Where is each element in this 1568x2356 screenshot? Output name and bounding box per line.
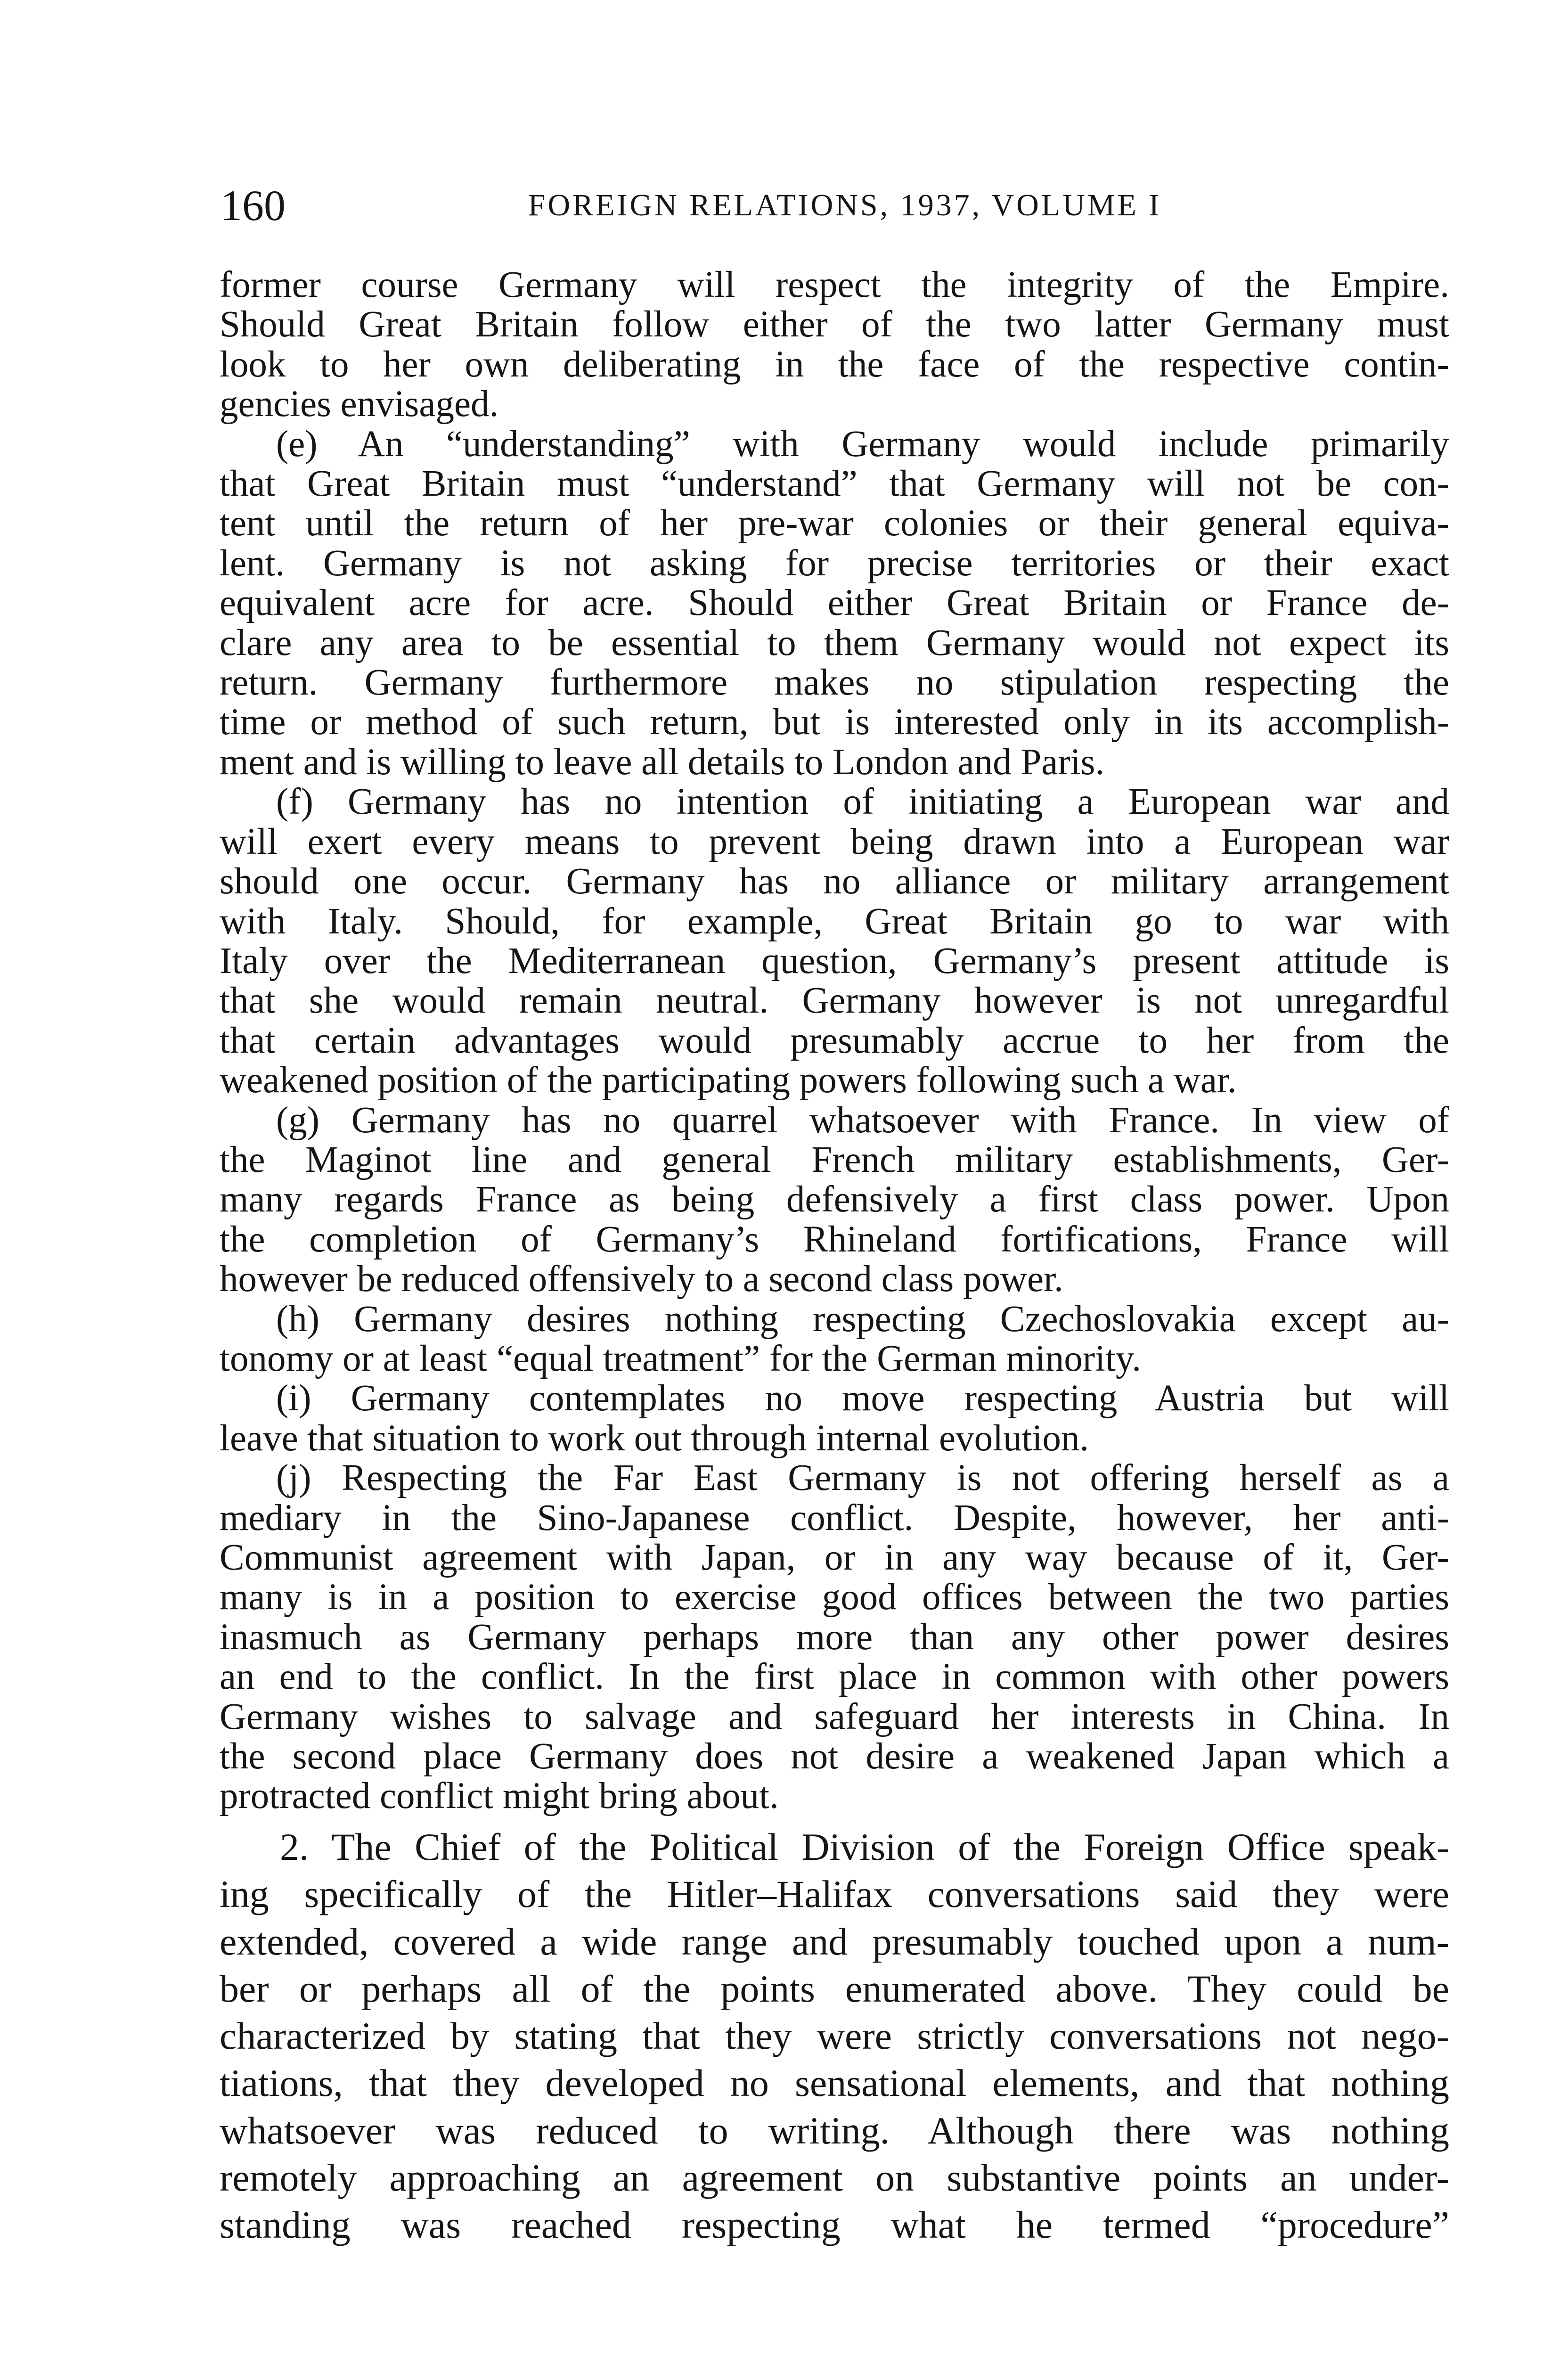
running-title: FOREIGN RELATIONS, 1937, VOLUME I: [528, 188, 1162, 222]
paragraph-2-first-line: 2. The Chief of the Political Division of the Foreign Office speak-: [280, 1825, 1449, 1868]
text-line: the completion of Germany’s Rhineland fortifications, France will: [220, 1219, 1449, 1260]
text-line: standing was reached respecting what he termed “procedure”: [220, 2203, 1449, 2247]
text-line: that she would remain neutral. Germany however is not unregardful: [220, 980, 1449, 1022]
text-line: mediary in the Sino-Japanese conflict. Despite, however, her anti-: [220, 1497, 1449, 1538]
text-line: characterized by stating that they were strictly conversations not nego-: [220, 2014, 1449, 2058]
text-line: remotely approaching an agreement on substantive points an under-: [220, 2156, 1449, 2200]
text-line: lent. Germany is not asking for precise territories or their exact: [220, 542, 1449, 584]
text-line: whatsoever was reduced to writing. Although there was nothing: [220, 2109, 1449, 2152]
text-line: with Italy. Should, for example, Great Britain go to war with: [220, 900, 1449, 942]
text-line: the Maginot line and general French military establishments, Ger-: [220, 1139, 1449, 1180]
point-g-line: (g) Germany has no quarrel whatsoever with France. In view of: [276, 1099, 1449, 1141]
text-line: tiations, that they developed no sensational elements, and that nothing: [220, 2062, 1449, 2105]
text-line: many regards France as being defensively a first class power. Upon: [220, 1179, 1449, 1220]
text-line: Should Great Britain follow either of the two latter Germany must: [220, 304, 1449, 345]
text-line: former course Germany will respect the integrity of the Empire.: [220, 264, 1449, 305]
quoted-points-block: [220, 265, 1449, 1816]
point-e-line: (e) An “understanding” with Germany would include primarily: [276, 423, 1449, 465]
text-line: look to her own deliberating in the face of the respective contin-: [220, 344, 1449, 385]
text-line: an end to the conflict. In the first place in common with other powers: [220, 1656, 1449, 1698]
text-line: tonomy or at least “equal treatment” for the German minority.: [220, 1338, 1142, 1379]
text-line: that certain advantages would presumably accrue to her from the: [220, 1020, 1449, 1061]
text-line: extended, covered a wide range and presumably touched upon a num-: [220, 1920, 1449, 1963]
point-i-line: (i) Germany contemplates no move respecting Austria but will: [276, 1378, 1449, 1419]
text-line: ing specifically of the Hitler–Halifax conversations said they were: [220, 1873, 1449, 1916]
text-line: Communist agreement with Japan, or in any way because of it, Ger-: [220, 1537, 1449, 1578]
text-line: Italy over the Mediterranean question, Germany’s present attitude is: [220, 940, 1449, 982]
text-line: that Great Britain must “understand” that Germany will not be con-: [220, 463, 1449, 505]
text-line: tent until the return of her pre-war colonies or their general equiva-: [220, 503, 1449, 544]
text-line: return. Germany furthermore makes no stipulation respecting the: [220, 662, 1449, 704]
point-f-line: (f) Germany has no intention of initiating a European war and: [276, 781, 1449, 823]
text-line: the second place Germany does not desire a weakened Japan which a: [220, 1736, 1449, 1777]
text-line: equivalent acre for acre. Should either Great Britain or France de-: [220, 582, 1449, 624]
text-line: clare any area to be essential to them Germany would not expect its: [220, 622, 1449, 663]
text-line: weakened position of the participating powers following such a war.: [220, 1060, 1237, 1101]
text-line: gencies envisaged.: [220, 384, 499, 425]
point-h-line: (h) Germany desires nothing respecting Czechoslovakia except au-: [276, 1298, 1449, 1340]
text-line: inasmuch as Germany perhaps more than any other power desires: [220, 1616, 1449, 1658]
point-j-line: (j) Respecting the Far East Germany is not offering herself as a: [276, 1457, 1449, 1499]
page-header: [220, 177, 1450, 234]
text-line: ment and is willing to leave all details to London and Paris.: [220, 741, 1105, 783]
text-line: many is in a position to exercise good offices between the two parties: [220, 1577, 1449, 1618]
text-line: however be reduced offensively to a second class power.: [220, 1259, 1063, 1300]
text-line: should one occur. Germany has no alliance or military arrangement: [220, 861, 1449, 902]
text-line: time or method of such return, but is interested only in its accomplish-: [220, 702, 1449, 743]
text-line: ber or perhaps all of the points enumerated above. They could be: [220, 1967, 1449, 2010]
paragraph-2: [220, 1824, 1449, 2249]
text-line: Germany wishes to salvage and safeguard her interests in China. In: [220, 1696, 1449, 1737]
text-line: leave that situation to work out through internal evolution.: [220, 1417, 1089, 1459]
text-line: will exert every means to prevent being drawn into a European war: [220, 821, 1449, 862]
page-number: 160: [220, 181, 286, 229]
text-line: protracted conflict might bring about.: [220, 1775, 779, 1817]
